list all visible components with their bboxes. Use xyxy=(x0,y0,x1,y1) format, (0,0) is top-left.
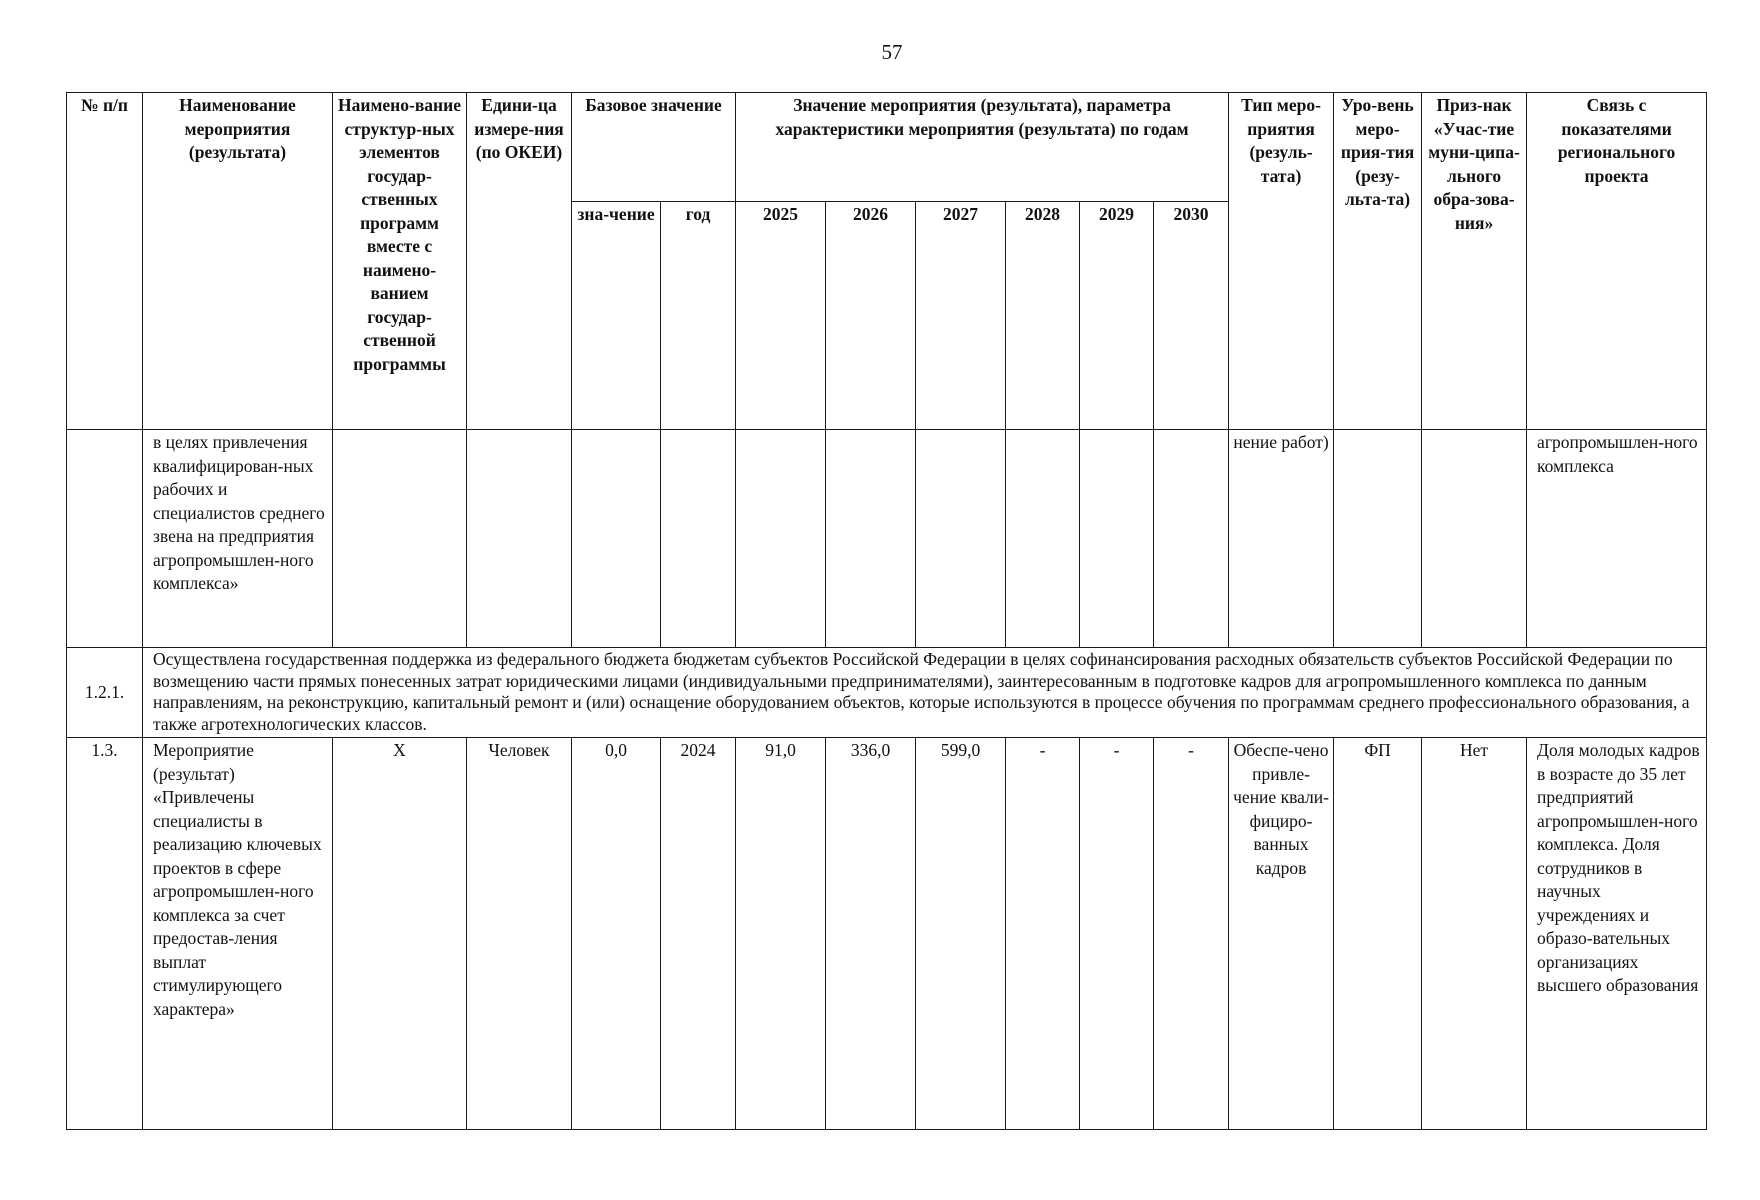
cell-2026: 336,0 xyxy=(826,738,916,1130)
cell-base-value xyxy=(572,430,661,648)
cell-sign xyxy=(1422,430,1527,648)
cell-2030 xyxy=(1154,430,1229,648)
cell-2028 xyxy=(1006,430,1080,648)
cell-level: ФП xyxy=(1334,738,1422,1130)
cell-base-year xyxy=(661,430,736,648)
table-row-continuation xyxy=(67,430,1707,648)
cell-type: Обеспе-чено привле-чение квали-фициро-ванных кадров xyxy=(1229,738,1334,1130)
header-base: Базовое значение xyxy=(572,93,736,202)
cell-2026 xyxy=(826,430,916,648)
cell-2028: - xyxy=(1006,738,1080,1130)
cell-struct xyxy=(333,430,467,648)
header-base-year: год xyxy=(661,202,736,430)
cell-struct: Х xyxy=(333,738,467,1130)
cell-name: Мероприятие (результат) «Привлечены специалисты в реализацию ключевых проектов в сфере агропромышлен-ного комплекса за счет предостав-ления выплат стимулирующего характера» xyxy=(143,738,333,1130)
cell-num: 1.3. xyxy=(67,738,143,1130)
cell-2025 xyxy=(736,430,826,648)
cell-2027: 599,0 xyxy=(916,738,1006,1130)
header-row-1 xyxy=(67,93,1707,167)
header-year-2030: 2030 xyxy=(1154,202,1229,430)
cell-unit xyxy=(467,430,572,648)
header-year-2027: 2027 xyxy=(916,202,1006,430)
cell-base-value: 0,0 xyxy=(572,738,661,1130)
cell-name: в целях привлечения квалифицирован-ных рабочих и специалистов среднего звена на предприятия агропромышлен-ного комплекса» xyxy=(143,430,333,648)
header-year-2028: 2028 xyxy=(1006,202,1080,430)
cell-link: Доля молодых кадров в возрасте до 35 лет предприятий агропромышлен-ного комплекса. Доля сотрудников в научных учреждениях и образо-вательных организациях высшего образования xyxy=(1527,738,1707,1130)
header-type: Тип меро-приятия (резуль-тата) xyxy=(1229,93,1334,430)
header-level: Уро-вень меро-прия-тия (резу-льта-та) xyxy=(1334,93,1422,430)
cell-num xyxy=(67,430,143,648)
table-row-1-2-1 xyxy=(67,648,1707,738)
cell-num: 1.2.1. xyxy=(67,648,143,738)
header-year-2029: 2029 xyxy=(1080,202,1154,430)
header-by-years: Значение мероприятия (результата), параметра характеристики мероприятия (результата) по годам xyxy=(736,93,1229,202)
cell-level xyxy=(1334,430,1422,648)
header-base-value: зна-чение xyxy=(572,202,661,430)
header-name: Наименование мероприятия (результата) xyxy=(143,93,333,430)
table-row-1-3 xyxy=(67,738,1707,1130)
header-year-2025: 2025 xyxy=(736,202,826,430)
header-sign: Приз-нак «Учас-тие муни-ципа-льного обра-зова-ния» xyxy=(1422,93,1527,430)
header-num: № п/п xyxy=(67,93,143,430)
cell-description: Осуществлена государственная поддержка из федерального бюджета бюджетам субъектов Российской Федерации в целях софинансирования расходных обязательств субъектов Российской Федерации по возмещению части прямых понесенных затрат юридическими лицами (индивидуальными предпринимателями), заинтересованным в подготовке кадров для агропромышленного комплекса по данным направлениям, на реконструкцию, капитальный ремонт и (или) оснащение оборудованием объектов, которые используются в процессе обучения по программам среднего профессионального образования, а также агротехнологических классов. xyxy=(143,648,1707,738)
cell-sign: Нет xyxy=(1422,738,1527,1130)
header-struct: Наимено-вание структур-ных элементов государ-ственных программ вместе с наимено-ванием государ-ственной программы xyxy=(333,93,467,430)
results-table xyxy=(66,92,1707,1130)
cell-2025: 91,0 xyxy=(736,738,826,1130)
cell-unit: Человек xyxy=(467,738,572,1130)
cell-type: нение работ) xyxy=(1229,430,1334,648)
header-unit: Едини-ца измере-ния (по ОКЕИ) xyxy=(467,93,572,430)
cell-2029 xyxy=(1080,430,1154,648)
cell-2027 xyxy=(916,430,1006,648)
cell-base-year: 2024 xyxy=(661,738,736,1130)
page-number: 57 xyxy=(881,40,903,64)
header-year-2026: 2026 xyxy=(826,202,916,430)
cell-2030: - xyxy=(1154,738,1229,1130)
cell-2029: - xyxy=(1080,738,1154,1130)
cell-link: агропромышлен-ного комплекса xyxy=(1527,430,1707,648)
header-link: Связь с показателями регионального проекта xyxy=(1527,93,1707,430)
